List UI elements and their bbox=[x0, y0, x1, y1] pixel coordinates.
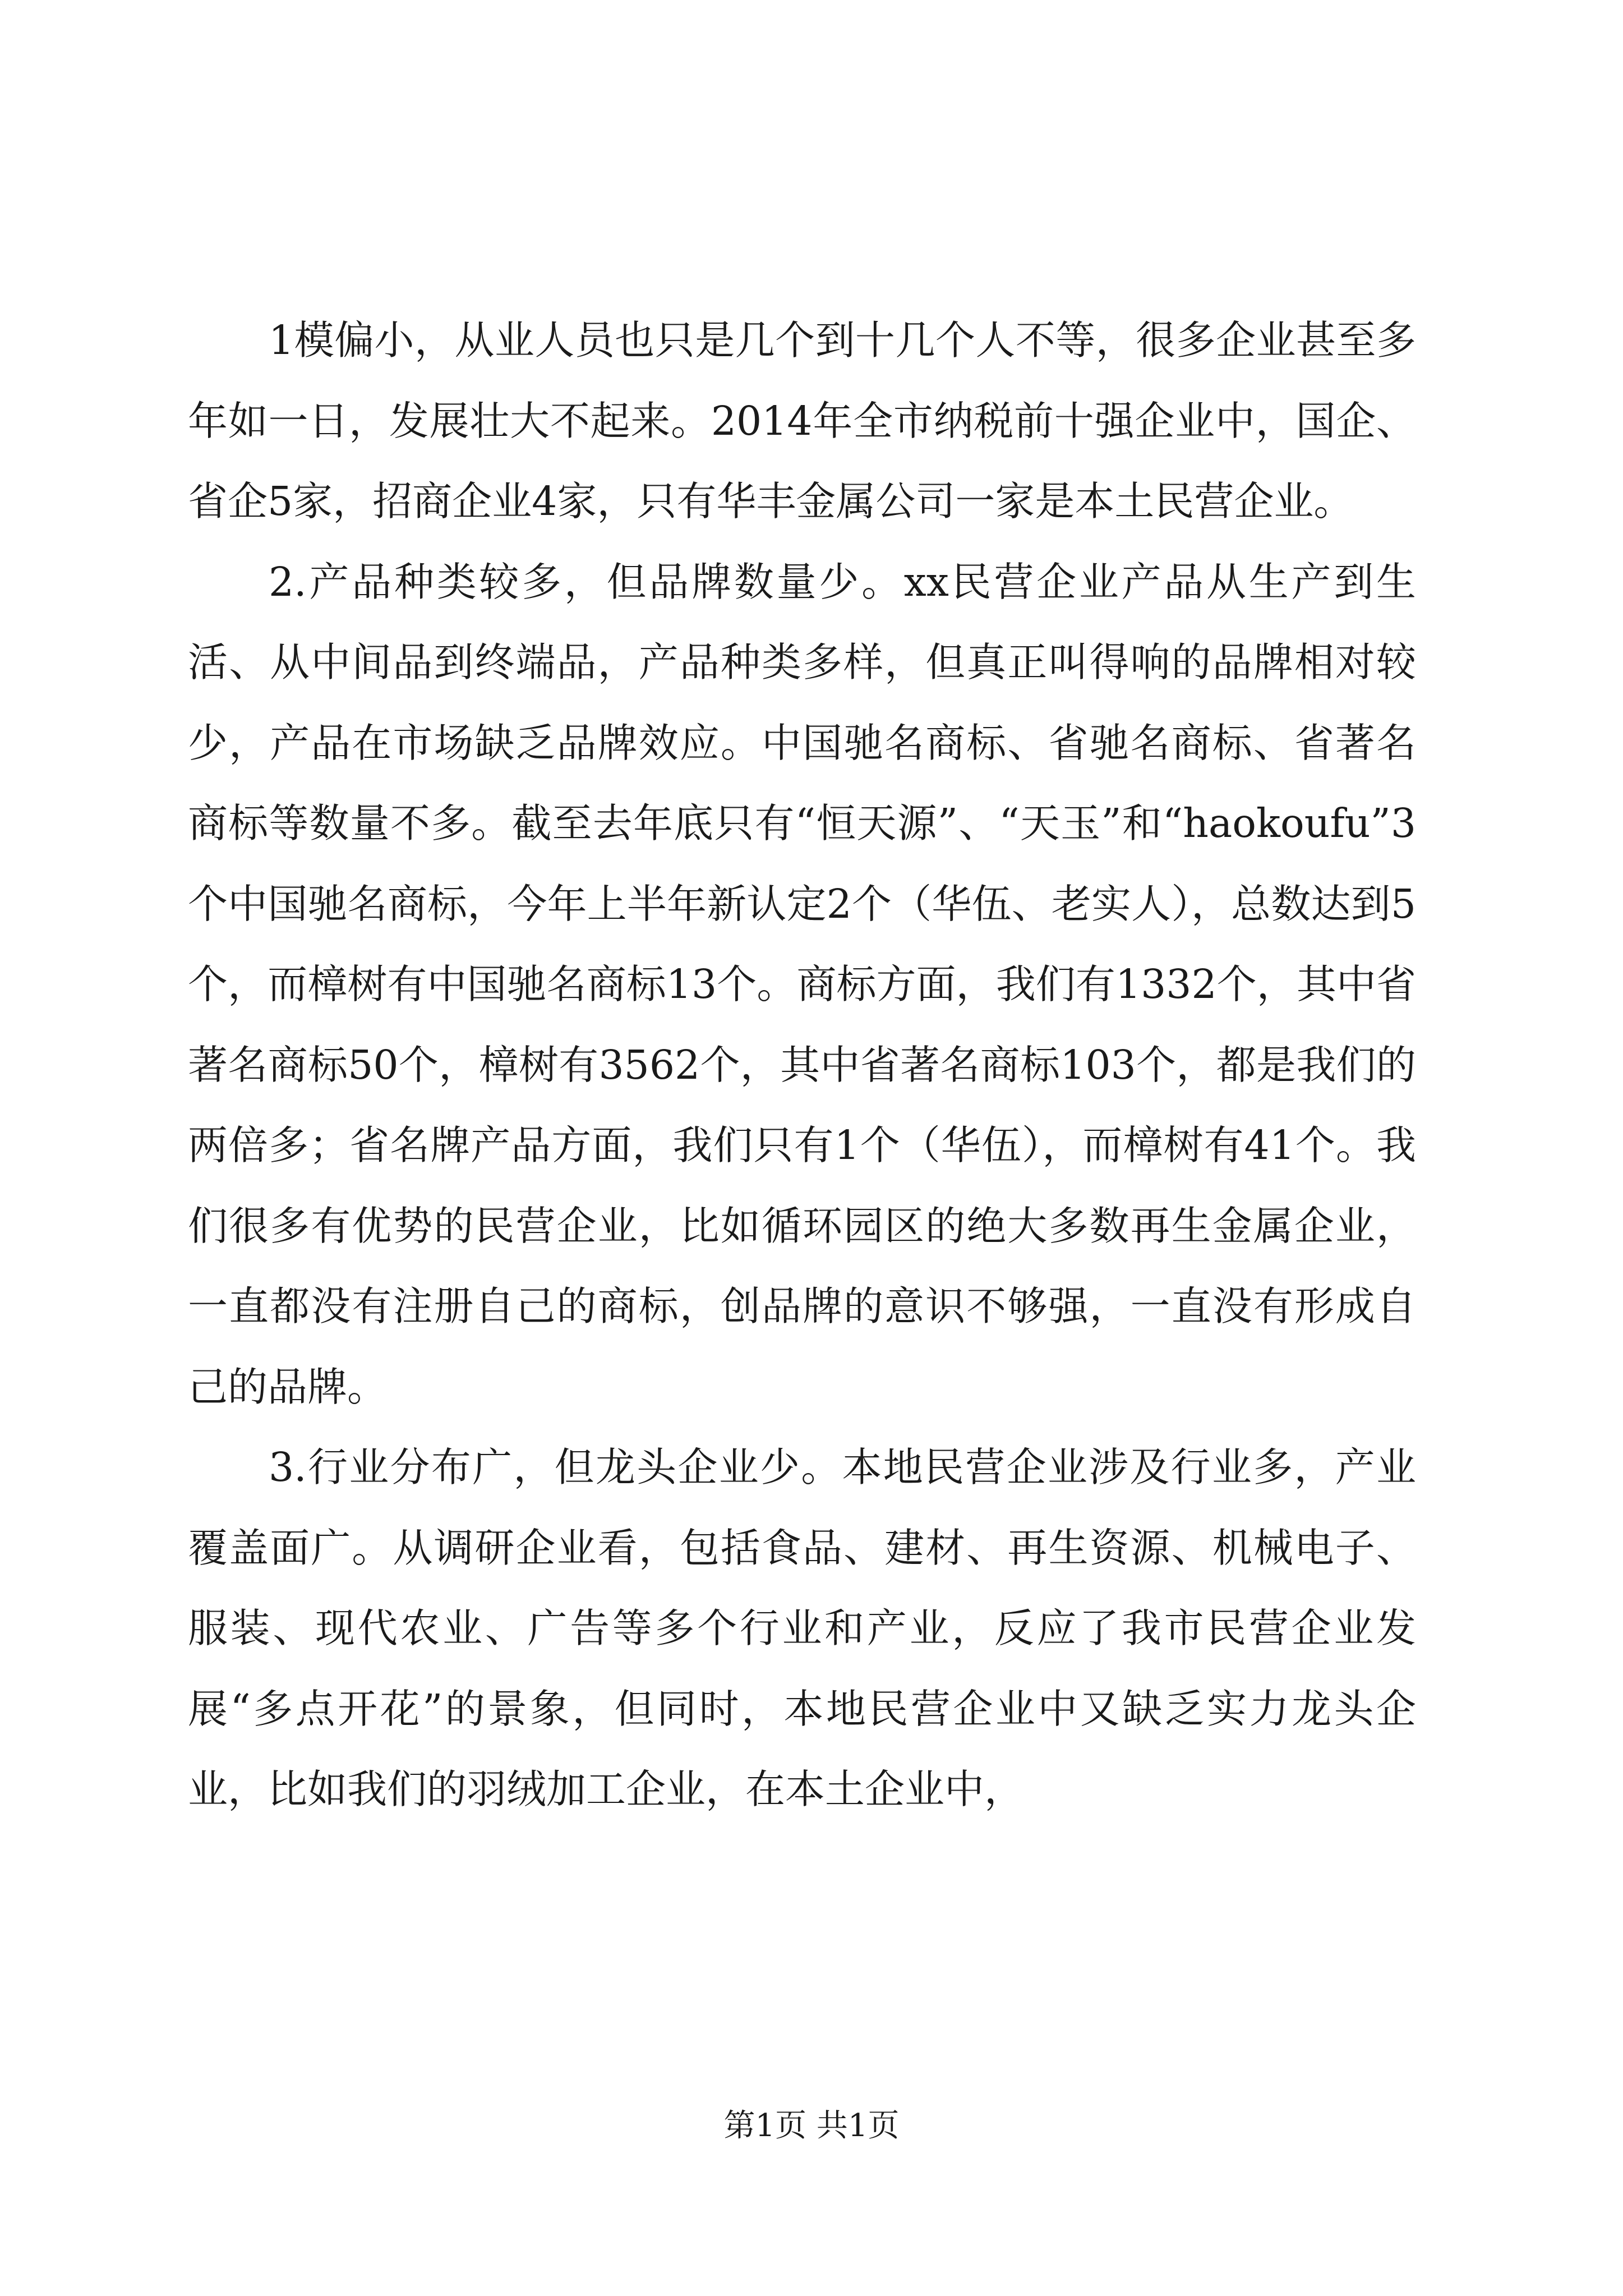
paragraph-1: 1模偏小，从业人员也只是几个到十几个人不等，很多企业甚至多年如一日，发展壮大不起来。2014年全市纳税前十强企业中，国企、省企5家，招商企业4家，只有华丰金属公司一家是本土民营企业。 bbox=[188, 317, 1416, 524]
page-footer: 第1页 共1页 bbox=[723, 2108, 900, 2144]
paragraph-2: 2.产品种类较多，但品牌数量少。xx民营企业产品从生产到生活、从中间品到终端品，产品种类多样，但真正叫得响的品牌相对较少，产品在市场缺乏品牌效应。中国驰名商标、省驰名商标、省著名商标等数量不多。截至去年底只有“恒天源”、“天玉”和“haokoufu”3个中国驰名商标，今年上半年新认定2个（华伍、老实人），总数达到5个，而樟树有中国驰名商标13个。商标方面，我们有1332个，其中省著名商标50个，樟树有3562个，其中省著名商标103个，都是我们的两倍多；省名牌产品方面，我们只有1个（华伍），而樟树有41个。我们很多有优势的民营企业，比如循环园区的绝大多数再生金属企业，一直都没有注册自己的商标，创品牌的意识不够强，一直没有形成自己的品牌。 bbox=[188, 558, 1416, 1410]
document-body bbox=[188, 300, 1416, 1830]
paragraph-3: 3.行业分布广，但龙头企业少。本地民营企业涉及行业多，产业覆盖面广。从调研企业看，包括食品、建材、再生资源、机械电子、服装、现代农业、广告等多个行业和产业，反应了我市民营企业发展“多点开花”的景象，但同时，本地民营企业中又缺乏实力龙头企业，比如我们的羽绒加工企业，在本土企业中， bbox=[188, 1444, 1416, 1812]
